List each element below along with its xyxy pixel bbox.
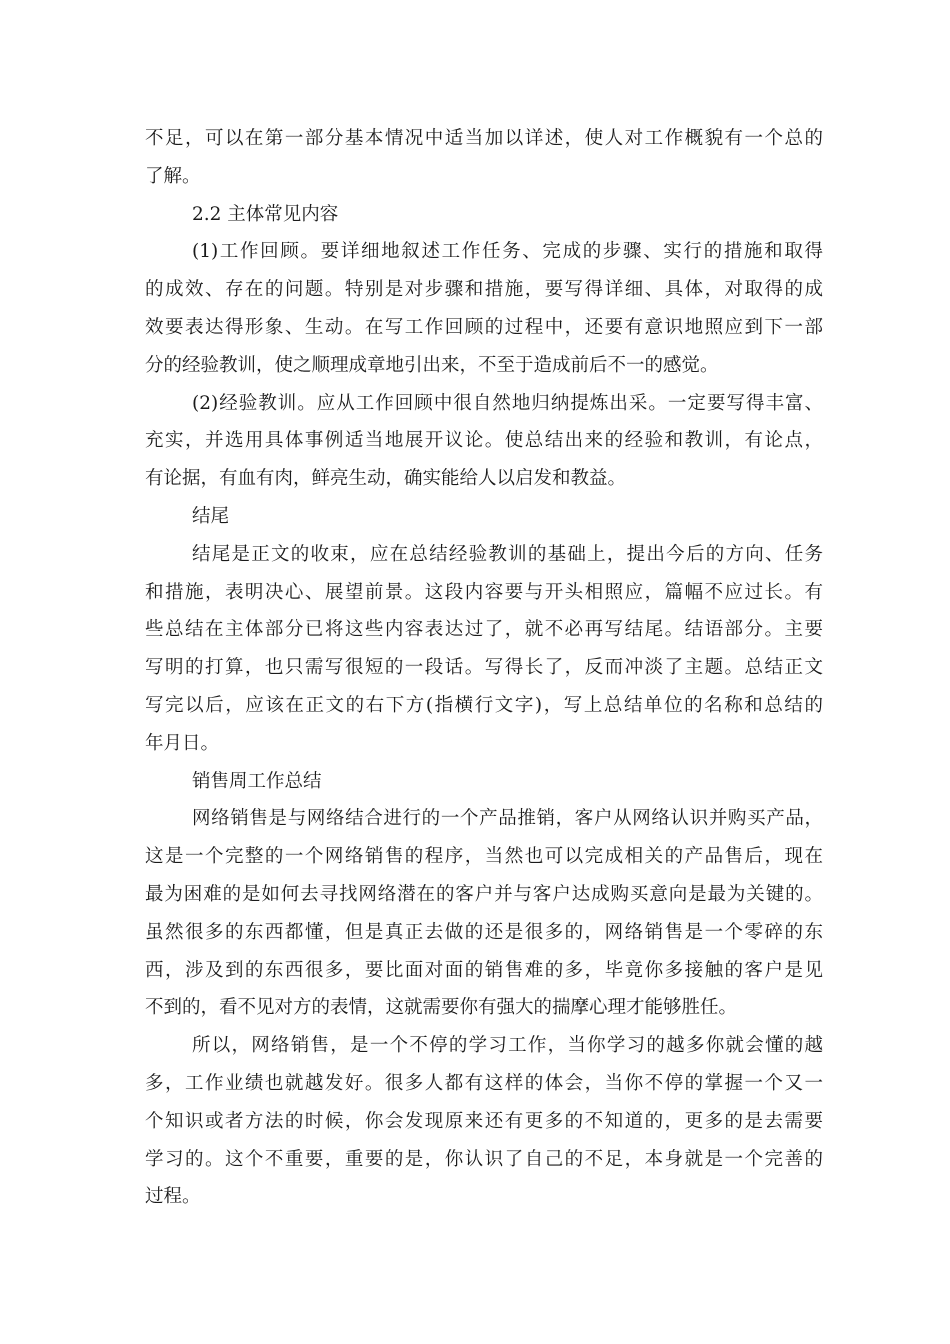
text-line: 些总结在主体部分已将这些内容表达过了，就不必再写结尾。结语部分。主要 [145, 619, 823, 641]
text-line: 效要表达得形象、生动。在写工作回顾的过程中，还要有意识地照应到下一部 [145, 316, 823, 338]
text-line: 结尾是正文的收束，应在总结经验教训的基础上，提出今后的方向、任务 [192, 543, 823, 565]
text-line: (1)工作回顾。要详细地叙述工作任务、完成的步骤、实行的措施和取得 [192, 241, 823, 263]
text-line: 2.2 主体常见内容 [192, 203, 339, 225]
text-line: 不到的，看不见对方的表情，这就需要你有强大的揣摩心理才能够胜任。 [145, 997, 738, 1019]
text-line: 所以，网络销售，是一个不停的学习工作，当你学习的越多你就会懂的越 [192, 1035, 823, 1057]
text-line: 不足，可以在第一部分基本情况中适当加以详述，使人对工作概貌有一个总的 [145, 128, 823, 149]
document-body [145, 120, 823, 1216]
text-line: 写明的打算，也只需写很短的一段话。写得长了，反而冲淡了主题。总结正文 [145, 657, 823, 679]
text-line: 充实，并选用具体事例适当地展开议论。使总结出来的经验和教训，有论点， [145, 430, 823, 452]
text-line: 虽然很多的东西都懂，但是真正去做的还是很多的，网络销售是一个零碎的东 [145, 921, 823, 943]
text-line: (2)经验教训。应从工作回顾中很自然地归纳提炼出采。一定要写得丰富、 [192, 392, 823, 414]
text-line: 的成效、存在的问题。特别是对步骤和措施，要写得详细、具体，对取得的成 [145, 279, 823, 301]
text-line: 分的经验教训，使之顺理成章地引出来，不至于造成前后不一的感觉。 [145, 354, 719, 376]
text-line: 最为困难的是如何去寻找网络潜在的客户并与客户达成购买意向是最为关键的。 [145, 883, 823, 905]
text-line: 有论据，有血有肉，鲜亮生动，确实能给人以启发和教益。 [145, 468, 627, 490]
text-line: 多，工作业绩也就越发好。很多人都有这样的体会，当你不停的掌握一个又一 [145, 1072, 823, 1094]
text-line: 写完以后，应该在正文的右下方(指横行文字)，写上总结单位的名称和总结的 [145, 694, 823, 716]
text-line: 年月日。 [145, 732, 220, 754]
text-line: 网络销售是与网络结合进行的一个产品推销，客户从网络认识并购买产品， [192, 808, 823, 830]
text-line: 个知识或者方法的时候，你会发现原来还有更多的不知道的，更多的是去需要 [145, 1110, 823, 1132]
text-line: 销售周工作总结 [192, 770, 322, 792]
text-line: 了解。 [145, 165, 201, 187]
text-line: 和措施，表明决心、展望前景。这段内容要与开头相照应，篇幅不应过长。有 [145, 581, 823, 603]
text-line: 结尾 [192, 505, 230, 527]
text-line: 学习的。这个不重要，重要的是，你认识了自己的不足，本身就是一个完善的 [145, 1148, 823, 1170]
text-line: 这是一个完整的一个网络销售的程序，当然也可以完成相关的产品售后，现在 [145, 846, 823, 868]
text-line: 西，涉及到的东西很多，要比面对面的销售难的多，毕竟你多接触的客户是见 [145, 959, 823, 981]
text-line: 过程。 [145, 1186, 201, 1208]
